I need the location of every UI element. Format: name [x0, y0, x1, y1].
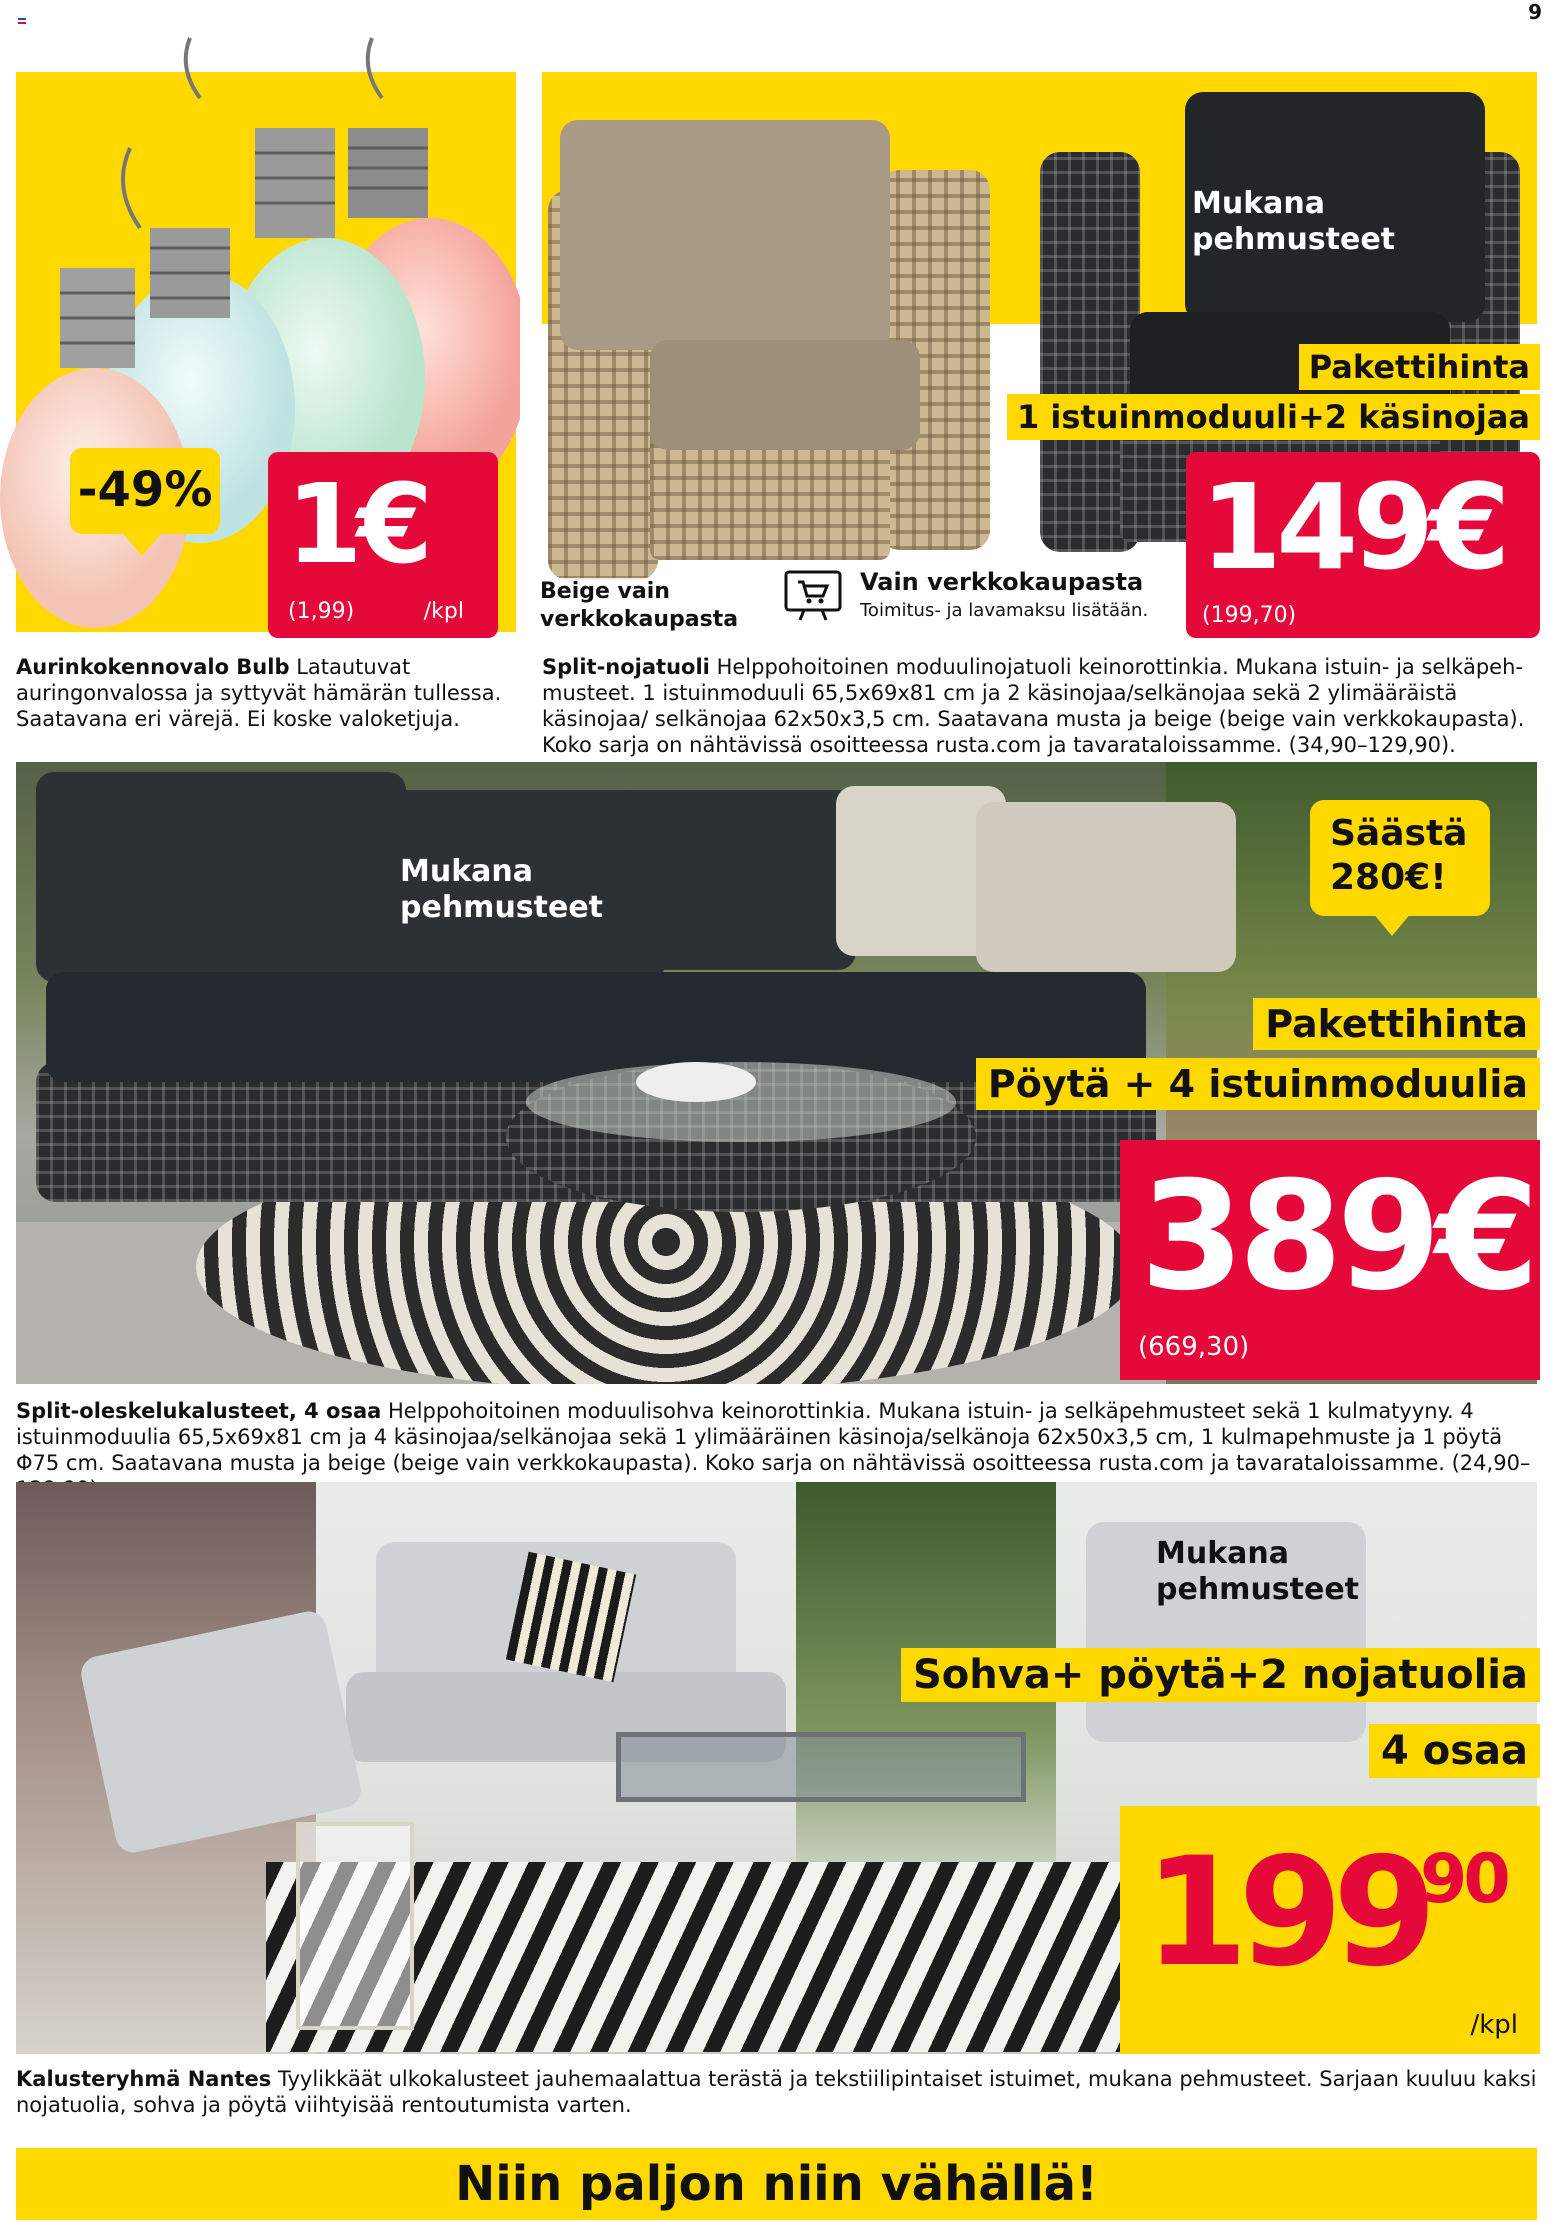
- save-badge-pointer: [1372, 912, 1412, 936]
- page-number: 9: [1528, 0, 1542, 24]
- shopping-cart-icon: [784, 570, 842, 622]
- save-text: Säästä 280€!: [1330, 813, 1468, 898]
- nantes-cushions-badge: Mukana pehmusteet: [1156, 1536, 1360, 1607]
- chair-package-label: Pakettihinta: [1299, 344, 1540, 390]
- lounge-title: Split-oleskelukalusteet, 4 osaa: [16, 1399, 382, 1423]
- nantes-contents: Sohva+ pöytä+2 nojatuolia: [901, 1648, 1540, 1702]
- lounge-price-box: [1120, 1140, 1540, 1380]
- online-shop-subtitle: Toimitus- ja lavamaksu lisätään.: [860, 600, 1149, 621]
- lounge-package-contents: Pöytä + 4 istuinmoduulia: [976, 1058, 1540, 1110]
- nantes-price-cents: 90: [1420, 1840, 1507, 1919]
- online-shop-title: Vain verkkokaupasta: [860, 568, 1144, 596]
- nantes-parts: 4 osaa: [1369, 1724, 1540, 1778]
- bulb-caption: [16, 654, 516, 732]
- chair-cushions-badge: Mukana pehmusteet: [1192, 186, 1396, 257]
- nantes-caption: [16, 2066, 1537, 2118]
- nantes-price-main: 199: [1144, 1826, 1428, 2000]
- bulb-unit: /kpl: [423, 599, 464, 624]
- save-badge: [1310, 800, 1490, 916]
- discount-badge: [70, 448, 220, 534]
- corner-mark: [18, 18, 26, 24]
- discount-text: -49%: [77, 462, 213, 518]
- beige-chair-image: [540, 120, 1040, 600]
- lounge-old-price: (669,30): [1138, 1332, 1250, 1362]
- chair-package-contents: 1 istuinmoduuli+2 käsinojaa: [1007, 394, 1540, 440]
- lounge-price: 389€: [1140, 1150, 1534, 1324]
- chair-price-box: [1186, 452, 1540, 638]
- nantes-unit: /kpl: [1470, 2010, 1518, 2040]
- lounge-package-label: Pakettihinta: [1253, 998, 1540, 1050]
- bulb-price-box: [268, 452, 498, 638]
- bulb-title: Aurinkokennovalo Bulb: [16, 655, 290, 679]
- bulb-description: Latautuvat auringonvalossa ja syttyvät hämärän tullessa. Saatavana eri värejä. Ei koske valoketjuja.: [16, 655, 502, 731]
- nantes-price-box: [1120, 1806, 1540, 2054]
- discount-badge-pointer: [120, 530, 164, 556]
- chair-title: Split-nojatuoli: [542, 655, 710, 679]
- chair-description: Helppohoitoinen moduulinojatuoli keinorottinkia. Mukana istuin- ja selkäpehmusteet. 1 istuinmoduuli 65,5x69x81 cm ja 2 käsinojaa/selkänojaa sekä 2 ylimääräistä käsinojaa/ selkänojaa 62x50x3,5 cm. Saatavana musta ja beige (beige vain verkkokaupasta). Koko sarja on nähtävissä osoitteessa rusta.com ja tavarataloissamme. (34,90–129,90).: [542, 655, 1525, 757]
- beige-online-note: Beige vain verkkokaupasta: [540, 579, 739, 632]
- chair-old-price: (199,70): [1202, 603, 1297, 628]
- chair-caption: [542, 654, 1537, 758]
- bulb-price: 1€: [286, 460, 428, 588]
- nantes-title: Kalusteryhmä Nantes: [16, 2067, 272, 2091]
- online-shop-note: [780, 566, 1180, 630]
- lounge-cushions-badge: Mukana pehmusteet: [400, 854, 604, 925]
- lounge-description: Helppohoitoinen moduulisohva keinorottinkia. Mukana istuin- ja selkäpehmusteet sekä 1 kulmatyyny. 4 istuinmoduulia 65,5x69x81 cm ja 4 käsinojaa/selkänojaa sekä 1 ylimääräinen käsinoja/selkänoja 62x50x3,5 cm, 1 kulmapehmuste ja 1 pöytä Φ75 cm. Saatavana musta ja beige (beige vain verkkokaupasta). Koko sarja on nähtävissä osoitteessa rusta.com ja tavarataloissamme. (24,90–: [16, 1399, 1531, 1475]
- nantes-description: Tyylikkäät ulkokalusteet jauhemaalattua terästä ja tekstiilipintaiset istuimet, mukana pehmusteet. Sarjaan kuuluu kaksi nojatuolia, sohva ja pöytä viihtyisää rentoutumista varten.: [16, 2067, 1537, 2117]
- bulb-old-price: (1,99): [288, 599, 355, 624]
- chair-price: 149€: [1200, 458, 1505, 596]
- footer-banner: [16, 2148, 1537, 2220]
- footer-slogan: Niin paljon niin vähällä!: [455, 2156, 1098, 2212]
